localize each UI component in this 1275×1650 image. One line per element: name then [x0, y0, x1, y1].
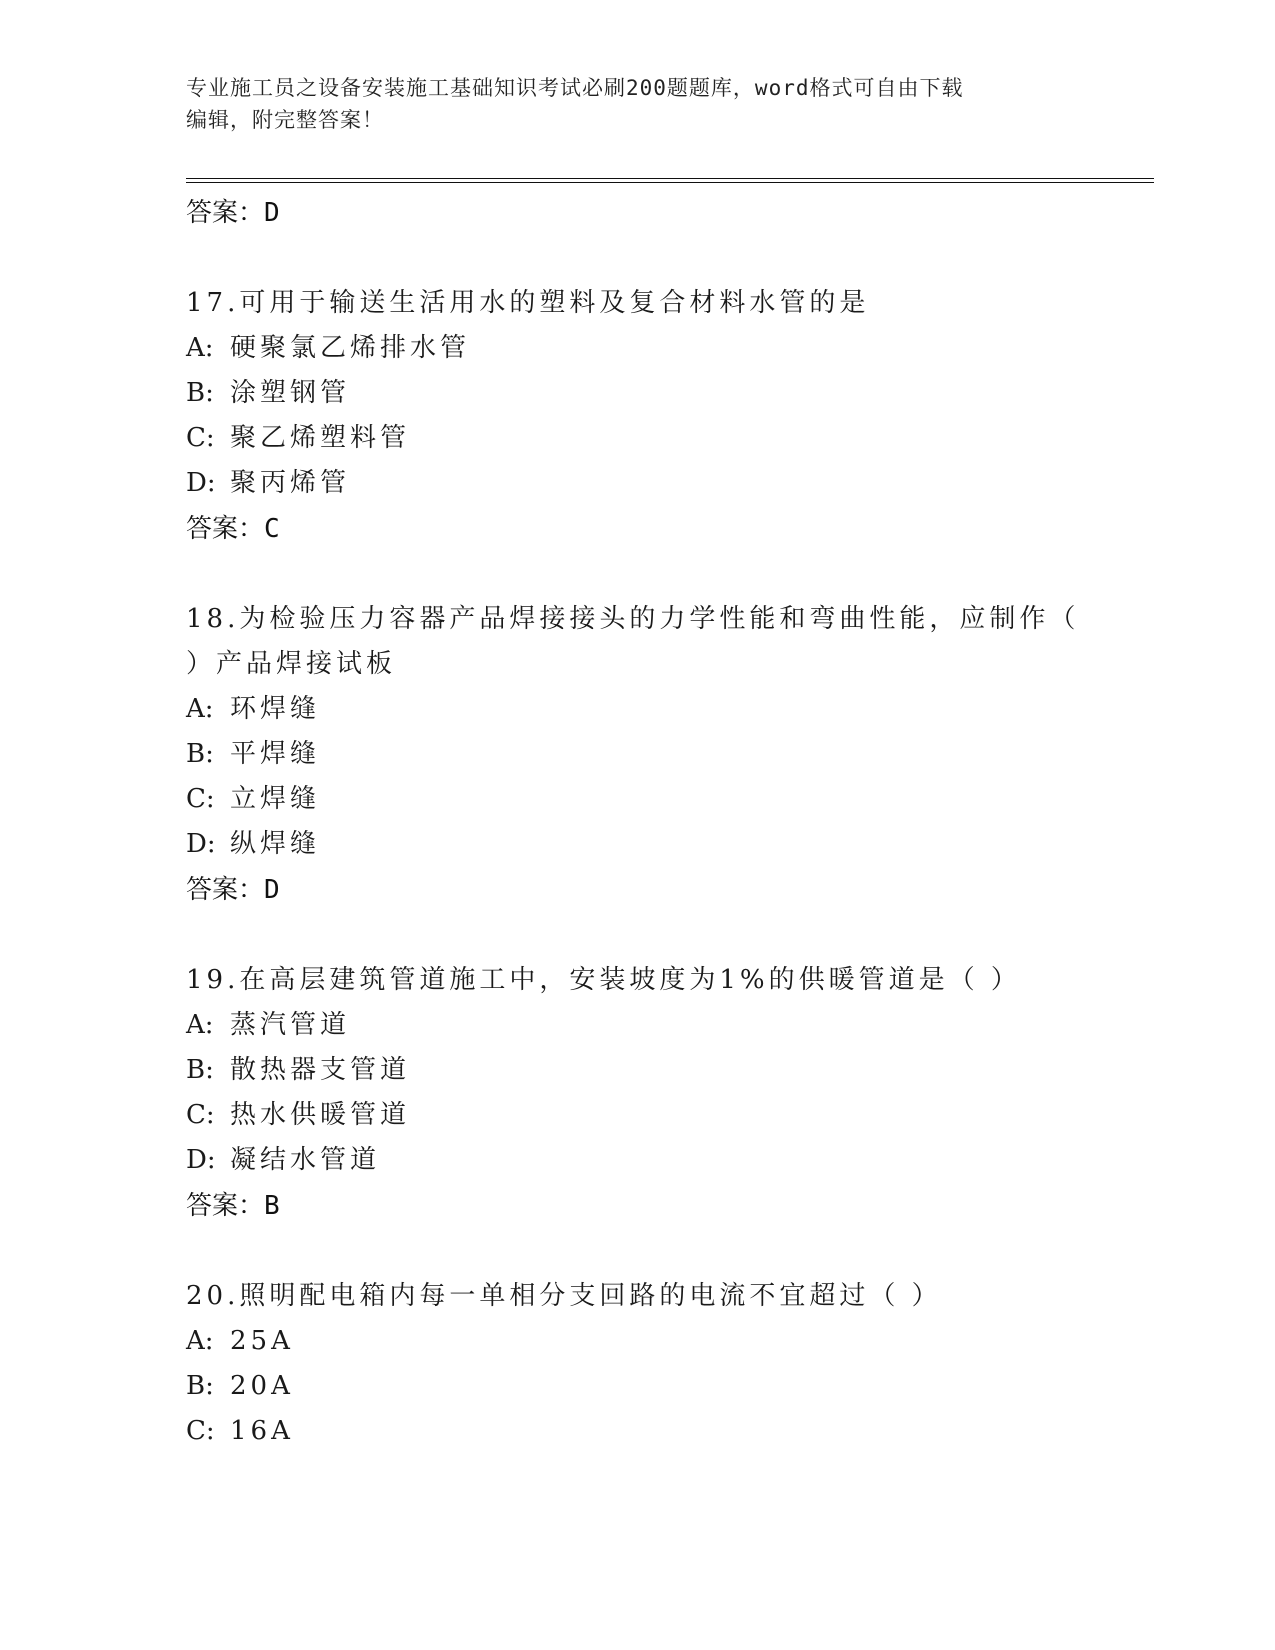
header-line-1: 专业施工员之设备安装施工基础知识考试必刷200题题库，word格式可自由下载 — [186, 76, 964, 100]
option-letter: A: — [186, 694, 214, 724]
question-list — [186, 236, 1086, 1454]
question-text: 20.照明配电箱内每一单相分支回路的电流不宜超过（ ） — [186, 1281, 942, 1311]
header-line-2: 编辑，附完整答案！ — [186, 108, 384, 132]
question-block — [186, 913, 1086, 1229]
answer-line — [186, 1183, 1086, 1229]
answer-option — [186, 1319, 1086, 1364]
answer-option — [186, 1048, 1086, 1093]
option-text: 硬聚氯乙烯排水管 — [230, 333, 471, 363]
answer-option — [186, 732, 1086, 777]
answer-line-16 — [186, 190, 1086, 236]
option-letter: C: — [186, 784, 215, 814]
answer-label: 答案： — [186, 875, 265, 905]
spacer — [186, 913, 1086, 958]
option-text: 平焊缝 — [230, 739, 321, 769]
option-letter: B: — [186, 378, 214, 408]
option-letter: A: — [186, 333, 214, 363]
option-letter: A: — [186, 1326, 214, 1356]
answer-option — [186, 1003, 1086, 1048]
answer-option — [186, 687, 1086, 732]
answer-option — [186, 822, 1086, 867]
option-text: 25A — [230, 1326, 294, 1356]
answer-key: D — [264, 198, 280, 228]
answer-line — [186, 867, 1086, 913]
answer-option — [186, 1364, 1086, 1409]
answer-option — [186, 461, 1086, 506]
question-block — [186, 552, 1086, 913]
option-text: 涂塑钢管 — [230, 378, 351, 408]
option-text: 环焊缝 — [230, 694, 321, 724]
answer-label: 答案： — [186, 1191, 265, 1221]
option-text: 纵焊缝 — [230, 829, 321, 859]
header-rule-thick — [186, 182, 1154, 183]
spacer — [186, 552, 1086, 597]
option-letter: B: — [186, 1055, 214, 1085]
answer-line — [186, 506, 1086, 552]
answer-key: D — [264, 875, 280, 905]
option-letter: C: — [186, 1416, 215, 1446]
option-letter: A: — [186, 1010, 214, 1040]
option-letter: B: — [186, 1371, 214, 1401]
spacer — [186, 236, 1086, 281]
spacer — [186, 1229, 1086, 1274]
answer-option — [186, 1138, 1086, 1183]
answer-option — [186, 371, 1086, 416]
option-text: 20A — [230, 1371, 294, 1401]
answer-option — [186, 326, 1086, 371]
answer-label: 答案： — [186, 198, 265, 228]
question-text: 17.可用于输送生活用水的塑料及复合材料水管的是 — [186, 288, 870, 318]
question-content — [186, 190, 1086, 1454]
option-letter: C: — [186, 1100, 215, 1130]
question-text: 19.在高层建筑管道施工中，安装坡度为1%的供暖管道是（ ） — [186, 965, 1021, 995]
document-header — [186, 72, 1066, 136]
option-text: 热水供暖管道 — [230, 1100, 411, 1130]
option-text: 凝结水管道 — [230, 1145, 381, 1175]
answer-key: B — [264, 1191, 280, 1221]
answer-option — [186, 1093, 1086, 1138]
question-text: 18.为检验压力容器产品焊接接头的力学性能和弯曲性能，应制作（ — [186, 604, 1080, 634]
header-rule-thin — [186, 178, 1154, 179]
question-block — [186, 1229, 1086, 1454]
question-block — [186, 236, 1086, 552]
answer-key: C — [264, 514, 280, 544]
option-text: 16A — [230, 1416, 294, 1446]
option-text: 蒸汽管道 — [230, 1010, 351, 1040]
answer-option — [186, 416, 1086, 461]
option-letter: D: — [186, 468, 216, 498]
option-letter: B: — [186, 739, 214, 769]
answer-label: 答案： — [186, 514, 265, 544]
option-letter: C: — [186, 423, 215, 453]
option-text: 聚丙烯管 — [230, 468, 351, 498]
option-text: 立焊缝 — [230, 784, 321, 814]
option-letter: D: — [186, 1145, 216, 1175]
option-text: 聚乙烯塑料管 — [230, 423, 411, 453]
option-text: 散热器支管道 — [230, 1055, 411, 1085]
option-letter: D: — [186, 829, 216, 859]
question-text: ）产品焊接试板 — [186, 649, 397, 679]
answer-option — [186, 777, 1086, 822]
answer-option — [186, 1409, 1086, 1454]
